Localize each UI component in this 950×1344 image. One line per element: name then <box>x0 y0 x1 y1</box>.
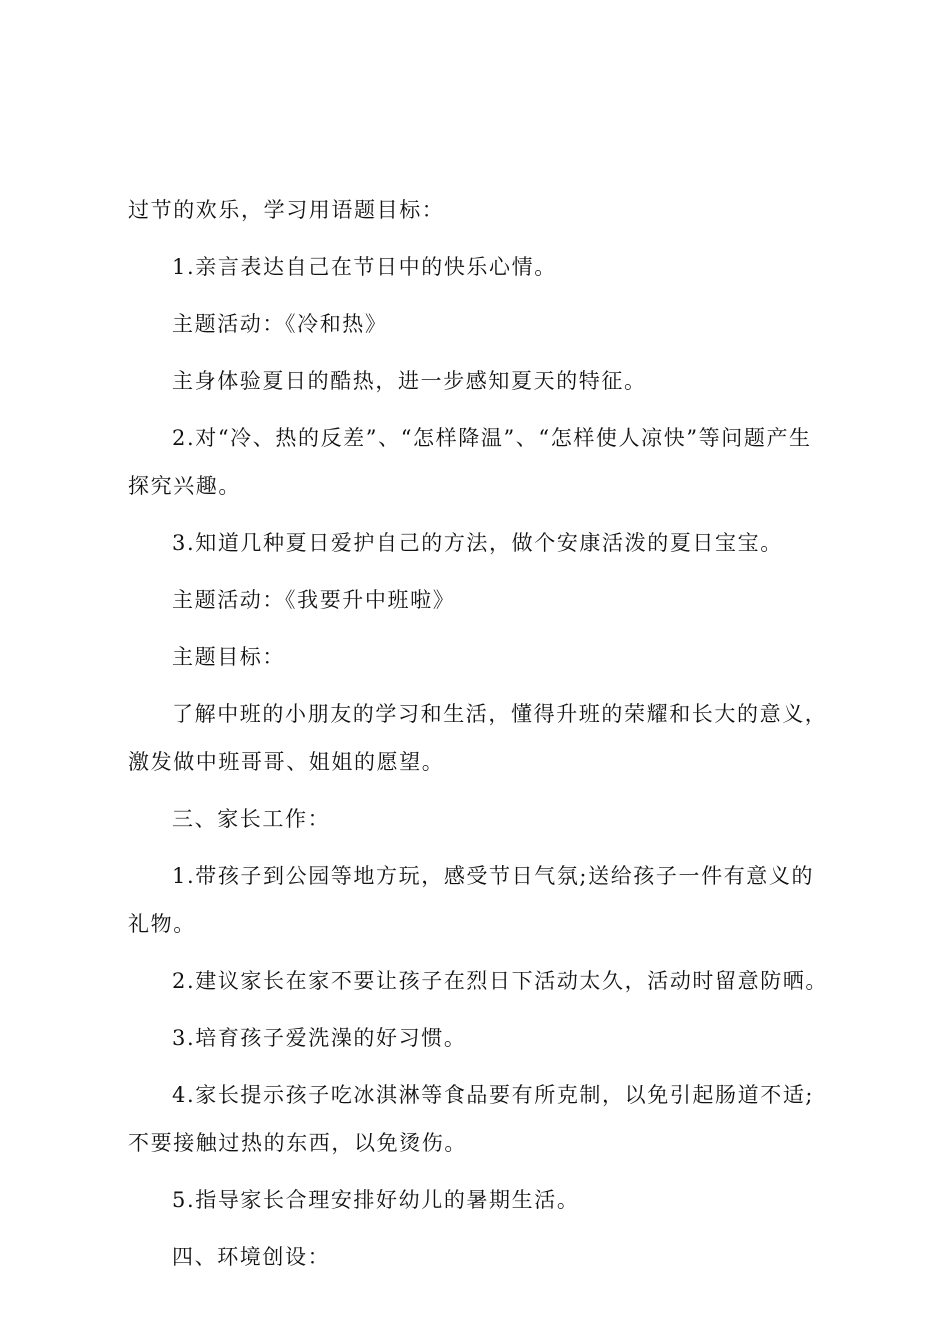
paragraph-14: 4.家长提示孩子吃冰淇淋等食品要有所克制，以免引起肠道不适;不要接触过热的东西，以免烫伤。 <box>128 1083 815 1155</box>
paragraph-9: 了解中班的小朋友的学习和生活，懂得升班的荣耀和长大的意义，激发做中班哥哥、姐姐的愿望。 <box>128 702 828 774</box>
paragraph-5: 2.对“冷、热的反差”、“怎样降温”、“怎样使人凉快”等问题产生探究兴趣。 <box>128 426 812 498</box>
paragraph-8: 主题目标： <box>172 645 285 669</box>
paragraph-7: 主题活动：《我要升中班啦》 <box>172 588 456 612</box>
paragraph-13: 3.培育孩子爱洗澡的好习惯。 <box>172 1026 467 1050</box>
paragraph-11: 1.带孩子到公园等地方玩，感受节日气氛;送给孩子一件有意义的礼物。 <box>128 864 815 936</box>
paragraph-10: 三、家长工作： <box>172 807 331 831</box>
paragraph-16: 四、环境创设： <box>172 1245 331 1269</box>
paragraph-1: 过节的欢乐，学习用语题目标： <box>128 198 445 222</box>
paragraph-3: 主题活动：《冷和热》 <box>172 312 388 336</box>
document-body <box>128 186 834 1281</box>
paragraph-15: 5.指导家长合理安排好幼儿的暑期生活。 <box>172 1188 580 1212</box>
paragraph-2: 1.亲言表达自己在节日中的快乐心情。 <box>172 255 557 279</box>
paragraph-4: 主身体验夏日的酷热，进一步感知夏天的特征。 <box>172 369 647 393</box>
paragraph-6: 3.知道几种夏日爱护自己的方法，做个安康活泼的夏日宝宝。 <box>172 531 783 555</box>
paragraph-12: 2.建议家长在家不要让孩子在烈日下活动太久，活动时留意防晒。 <box>172 969 829 993</box>
